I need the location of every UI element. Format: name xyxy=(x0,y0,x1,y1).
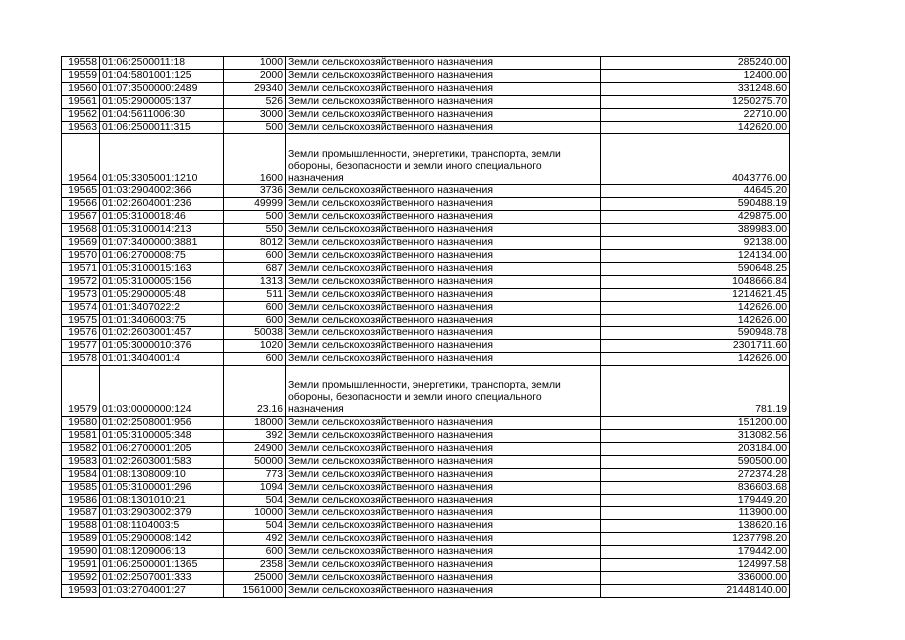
area-cell: 25000 xyxy=(224,572,286,585)
land-category-cell: Земли сельскохозяйственного назначения xyxy=(286,108,601,121)
cadastral-value-cell: 781.19 xyxy=(601,366,790,417)
table-row xyxy=(62,340,790,353)
table-row xyxy=(62,237,790,250)
area-cell: 500 xyxy=(224,121,286,134)
cadastral-number-cell: 01:08:1301010:21 xyxy=(100,494,224,507)
table-row xyxy=(62,494,790,507)
table-row xyxy=(62,249,790,262)
land-category-cell: Земли сельскохозяйственного назначения xyxy=(286,69,601,82)
cadastral-value-cell: 1250275.70 xyxy=(601,95,790,108)
area-cell: 50000 xyxy=(224,455,286,468)
area-cell: 18000 xyxy=(224,417,286,430)
land-category-cell: Земли сельскохозяйственного назначения xyxy=(286,185,601,198)
land-category-cell: Земли сельскохозяйственного назначения xyxy=(286,211,601,224)
area-cell: 2358 xyxy=(224,559,286,572)
cadastral-number-cell: 01:06:2500001:1365 xyxy=(100,559,224,572)
table-row xyxy=(62,468,790,481)
cadastral-value-cell: 22710.00 xyxy=(601,108,790,121)
cadastral-value-cell: 113900.00 xyxy=(601,507,790,520)
area-cell: 3000 xyxy=(224,108,286,121)
area-cell: 1000 xyxy=(224,57,286,70)
cadastral-value-cell: 124134.00 xyxy=(601,249,790,262)
cadastral-value-cell: 590648.25 xyxy=(601,262,790,275)
cadastral-value-cell: 142626.00 xyxy=(601,314,790,327)
land-category-cell: Земли сельскохозяйственного назначения xyxy=(286,584,601,597)
row-number-cell: 19562 xyxy=(62,108,100,121)
table-row xyxy=(62,198,790,211)
area-cell: 23.16 xyxy=(224,366,286,417)
table-row xyxy=(62,584,790,597)
land-category-cell: Земли сельскохозяйственного назначения xyxy=(286,442,601,455)
table-row xyxy=(62,314,790,327)
row-number-cell: 19563 xyxy=(62,121,100,134)
area-cell: 492 xyxy=(224,533,286,546)
table-row xyxy=(62,121,790,134)
row-number-cell: 19578 xyxy=(62,353,100,366)
area-cell: 1020 xyxy=(224,340,286,353)
land-category-cell: Земли сельскохозяйственного назначения xyxy=(286,340,601,353)
cadastral-number-cell: 01:05:3100005:348 xyxy=(100,430,224,443)
table-row xyxy=(62,455,790,468)
cadastral-value-cell: 142626.00 xyxy=(601,301,790,314)
cadastral-value-cell: 12400.00 xyxy=(601,69,790,82)
area-cell: 526 xyxy=(224,95,286,108)
cadastral-number-cell: 01:05:2900008:142 xyxy=(100,533,224,546)
land-category-cell: Земли сельскохозяйственного назначения xyxy=(286,520,601,533)
table-row xyxy=(62,430,790,443)
cadastral-number-cell: 01:05:3100018:46 xyxy=(100,211,224,224)
cadastral-number-cell: 01:03:2704001:27 xyxy=(100,584,224,597)
cadastral-number-cell: 01:01:3407022:2 xyxy=(100,301,224,314)
table-row xyxy=(62,327,790,340)
land-category-cell: Земли промышленности, энергетики, транспорта, земли обороны, безопасности и земли иного специального назначения xyxy=(286,366,601,417)
row-number-cell: 19589 xyxy=(62,533,100,546)
area-cell: 8012 xyxy=(224,237,286,250)
cadastral-value-cell: 313082.56 xyxy=(601,430,790,443)
row-number-cell: 19574 xyxy=(62,301,100,314)
cadastral-value-cell: 1214621.45 xyxy=(601,288,790,301)
land-category-cell: Земли сельскохозяйственного назначения xyxy=(286,455,601,468)
table-body xyxy=(62,57,790,598)
cadastral-number-cell: 01:08:1104003:5 xyxy=(100,520,224,533)
land-category-cell: Земли сельскохозяйственного назначения xyxy=(286,430,601,443)
cadastral-value-cell: 142620.00 xyxy=(601,121,790,134)
cadastral-number-cell: 01:02:2603001:583 xyxy=(100,455,224,468)
area-cell: 1313 xyxy=(224,275,286,288)
area-cell: 600 xyxy=(224,301,286,314)
land-category-cell: Земли сельскохозяйственного назначения xyxy=(286,82,601,95)
row-number-cell: 19558 xyxy=(62,57,100,70)
land-category-cell: Земли сельскохозяйственного назначения xyxy=(286,559,601,572)
row-number-cell: 19570 xyxy=(62,249,100,262)
cadastral-value-cell: 2301711.60 xyxy=(601,340,790,353)
table-row xyxy=(62,69,790,82)
table-row xyxy=(62,353,790,366)
land-category-cell: Земли сельскохозяйственного назначения xyxy=(286,417,601,430)
cadastral-number-cell: 01:05:2900005:137 xyxy=(100,95,224,108)
row-number-cell: 19560 xyxy=(62,82,100,95)
cadastral-number-cell: 01:03:2904002:366 xyxy=(100,185,224,198)
land-category-cell: Земли промышленности, энергетики, транспорта, земли обороны, безопасности и земли иного специального назначения xyxy=(286,134,601,185)
cadastral-number-cell: 01:02:2507001:333 xyxy=(100,572,224,585)
row-number-cell: 19571 xyxy=(62,262,100,275)
area-cell: 687 xyxy=(224,262,286,275)
cadastral-number-cell: 01:03:0000000:124 xyxy=(100,366,224,417)
table-row xyxy=(62,95,790,108)
land-category-cell: Земли сельскохозяйственного назначения xyxy=(286,507,601,520)
cadastral-number-cell: 01:01:3406003:75 xyxy=(100,314,224,327)
row-number-cell: 19569 xyxy=(62,237,100,250)
table-row xyxy=(62,481,790,494)
cadastral-number-cell: 01:02:2604001:236 xyxy=(100,198,224,211)
cadastral-value-cell: 203184.00 xyxy=(601,442,790,455)
row-number-cell: 19586 xyxy=(62,494,100,507)
cadastral-value-cell: 285240.00 xyxy=(601,57,790,70)
table-row xyxy=(62,275,790,288)
land-category-cell: Земли сельскохозяйственного назначения xyxy=(286,301,601,314)
land-category-cell: Земли сельскохозяйственного назначения xyxy=(286,237,601,250)
row-number-cell: 19581 xyxy=(62,430,100,443)
land-category-cell: Земли сельскохозяйственного назначения xyxy=(286,572,601,585)
cadastral-number-cell: 01:06:2500011:18 xyxy=(100,57,224,70)
row-number-cell: 19585 xyxy=(62,481,100,494)
cadastral-number-cell: 01:05:3100005:156 xyxy=(100,275,224,288)
area-cell: 49999 xyxy=(224,198,286,211)
table-row xyxy=(62,301,790,314)
cadastral-number-cell: 01:06:2500011:315 xyxy=(100,121,224,134)
area-cell: 1561000 xyxy=(224,584,286,597)
cadastral-value-cell: 151200.00 xyxy=(601,417,790,430)
land-category-cell: Земли сельскохозяйственного назначения xyxy=(286,288,601,301)
row-number-cell: 19593 xyxy=(62,584,100,597)
table-row xyxy=(62,57,790,70)
cadastral-number-cell: 01:05:3100015:163 xyxy=(100,262,224,275)
cadastral-number-cell: 01:01:3404001:4 xyxy=(100,353,224,366)
land-category-cell: Земли сельскохозяйственного назначения xyxy=(286,198,601,211)
table-row xyxy=(62,224,790,237)
area-cell: 1094 xyxy=(224,481,286,494)
cadastral-value-cell: 590948.78 xyxy=(601,327,790,340)
cadastral-number-cell: 01:05:3000010:376 xyxy=(100,340,224,353)
table-row xyxy=(62,507,790,520)
area-cell: 29340 xyxy=(224,82,286,95)
cadastral-number-cell: 01:06:2700008:75 xyxy=(100,249,224,262)
cadastral-value-cell: 590500.00 xyxy=(601,455,790,468)
table-row xyxy=(62,288,790,301)
area-cell: 1600 xyxy=(224,134,286,185)
land-category-cell: Земли сельскохозяйственного назначения xyxy=(286,468,601,481)
table-row xyxy=(62,417,790,430)
cadastral-number-cell: 01:07:3400000:3881 xyxy=(100,237,224,250)
row-number-cell: 19580 xyxy=(62,417,100,430)
cadastral-value-cell: 1048666.84 xyxy=(601,275,790,288)
row-number-cell: 19575 xyxy=(62,314,100,327)
cadastral-number-cell: 01:08:1209006:13 xyxy=(100,546,224,559)
row-number-cell: 19564 xyxy=(62,134,100,185)
table-row xyxy=(62,520,790,533)
cadastral-number-cell: 01:05:3305001:1210 xyxy=(100,134,224,185)
cadastral-number-cell: 01:02:2508001:956 xyxy=(100,417,224,430)
row-number-cell: 19582 xyxy=(62,442,100,455)
table-row xyxy=(62,442,790,455)
table-row xyxy=(62,134,790,185)
cadastral-number-cell: 01:04:5801001:125 xyxy=(100,69,224,82)
land-category-cell: Земли сельскохозяйственного назначения xyxy=(286,121,601,134)
cadastral-number-cell: 01:06:2700001:205 xyxy=(100,442,224,455)
cadastral-value-cell: 142626.00 xyxy=(601,353,790,366)
land-category-cell: Земли сельскохозяйственного назначения xyxy=(286,249,601,262)
cadastral-value-cell: 138620.16 xyxy=(601,520,790,533)
area-cell: 550 xyxy=(224,224,286,237)
table-row xyxy=(62,185,790,198)
cadastral-value-cell: 1237798.20 xyxy=(601,533,790,546)
area-cell: 500 xyxy=(224,211,286,224)
row-number-cell: 19566 xyxy=(62,198,100,211)
cadastral-number-cell: 01:05:2900005:48 xyxy=(100,288,224,301)
cadastral-value-cell: 124997.58 xyxy=(601,559,790,572)
cadastral-number-cell: 01:05:3100014:213 xyxy=(100,224,224,237)
cadastral-number-cell: 01:02:2603001:457 xyxy=(100,327,224,340)
row-number-cell: 19565 xyxy=(62,185,100,198)
row-number-cell: 19584 xyxy=(62,468,100,481)
table-row xyxy=(62,211,790,224)
area-cell: 24900 xyxy=(224,442,286,455)
row-number-cell: 19591 xyxy=(62,559,100,572)
area-cell: 600 xyxy=(224,314,286,327)
land-category-cell: Земли сельскохозяйственного назначения xyxy=(286,314,601,327)
table-row xyxy=(62,108,790,121)
land-category-cell: Земли сельскохозяйственного назначения xyxy=(286,57,601,70)
area-cell: 392 xyxy=(224,430,286,443)
land-category-cell: Земли сельскохозяйственного назначения xyxy=(286,95,601,108)
table-row xyxy=(62,262,790,275)
cadastral-number-cell: 01:03:2903002:379 xyxy=(100,507,224,520)
cadastral-value-cell: 4043776.00 xyxy=(601,134,790,185)
area-cell: 600 xyxy=(224,249,286,262)
row-number-cell: 19577 xyxy=(62,340,100,353)
table-row xyxy=(62,533,790,546)
land-category-cell: Земли сельскохозяйственного назначения xyxy=(286,481,601,494)
table-row xyxy=(62,82,790,95)
cadastral-value-cell: 389983.00 xyxy=(601,224,790,237)
cadastral-value-cell: 179442.00 xyxy=(601,546,790,559)
area-cell: 3736 xyxy=(224,185,286,198)
area-cell: 2000 xyxy=(224,69,286,82)
row-number-cell: 19590 xyxy=(62,546,100,559)
cadastral-number-cell: 01:04:5611006:30 xyxy=(100,108,224,121)
row-number-cell: 19573 xyxy=(62,288,100,301)
cadastral-value-cell: 336000.00 xyxy=(601,572,790,585)
area-cell: 50038 xyxy=(224,327,286,340)
cadastral-number-cell: 01:08:1308009:10 xyxy=(100,468,224,481)
cadastral-number-cell: 01:05:3100001:296 xyxy=(100,481,224,494)
row-number-cell: 19587 xyxy=(62,507,100,520)
land-category-cell: Земли сельскохозяйственного назначения xyxy=(286,353,601,366)
table-row xyxy=(62,546,790,559)
table-row xyxy=(62,572,790,585)
land-plots-table xyxy=(61,56,790,598)
row-number-cell: 19583 xyxy=(62,455,100,468)
row-number-cell: 19579 xyxy=(62,366,100,417)
cadastral-value-cell: 331248.60 xyxy=(601,82,790,95)
land-category-cell: Земли сельскохозяйственного назначения xyxy=(286,327,601,340)
land-category-cell: Земли сельскохозяйственного назначения xyxy=(286,494,601,507)
row-number-cell: 19588 xyxy=(62,520,100,533)
row-number-cell: 19559 xyxy=(62,69,100,82)
cadastral-value-cell: 44645.20 xyxy=(601,185,790,198)
cadastral-value-cell: 836603.68 xyxy=(601,481,790,494)
row-number-cell: 19592 xyxy=(62,572,100,585)
land-category-cell: Земли сельскохозяйственного назначения xyxy=(286,224,601,237)
land-category-cell: Земли сельскохозяйственного назначения xyxy=(286,533,601,546)
area-cell: 773 xyxy=(224,468,286,481)
row-number-cell: 19572 xyxy=(62,275,100,288)
area-cell: 600 xyxy=(224,546,286,559)
table-row xyxy=(62,366,790,417)
cadastral-value-cell: 179449.20 xyxy=(601,494,790,507)
area-cell: 600 xyxy=(224,353,286,366)
row-number-cell: 19568 xyxy=(62,224,100,237)
land-category-cell: Земли сельскохозяйственного назначения xyxy=(286,546,601,559)
land-category-cell: Земли сельскохозяйственного назначения xyxy=(286,262,601,275)
cadastral-number-cell: 01:07:3500000:2489 xyxy=(100,82,224,95)
cadastral-value-cell: 590488.19 xyxy=(601,198,790,211)
cadastral-value-cell: 429875.00 xyxy=(601,211,790,224)
cadastral-value-cell: 21448140.00 xyxy=(601,584,790,597)
area-cell: 511 xyxy=(224,288,286,301)
land-category-cell: Земли сельскохозяйственного назначения xyxy=(286,275,601,288)
cadastral-value-cell: 272374.28 xyxy=(601,468,790,481)
area-cell: 10000 xyxy=(224,507,286,520)
area-cell: 504 xyxy=(224,494,286,507)
row-number-cell: 19567 xyxy=(62,211,100,224)
area-cell: 504 xyxy=(224,520,286,533)
table-row xyxy=(62,559,790,572)
row-number-cell: 19561 xyxy=(62,95,100,108)
cadastral-value-cell: 92138.00 xyxy=(601,237,790,250)
row-number-cell: 19576 xyxy=(62,327,100,340)
